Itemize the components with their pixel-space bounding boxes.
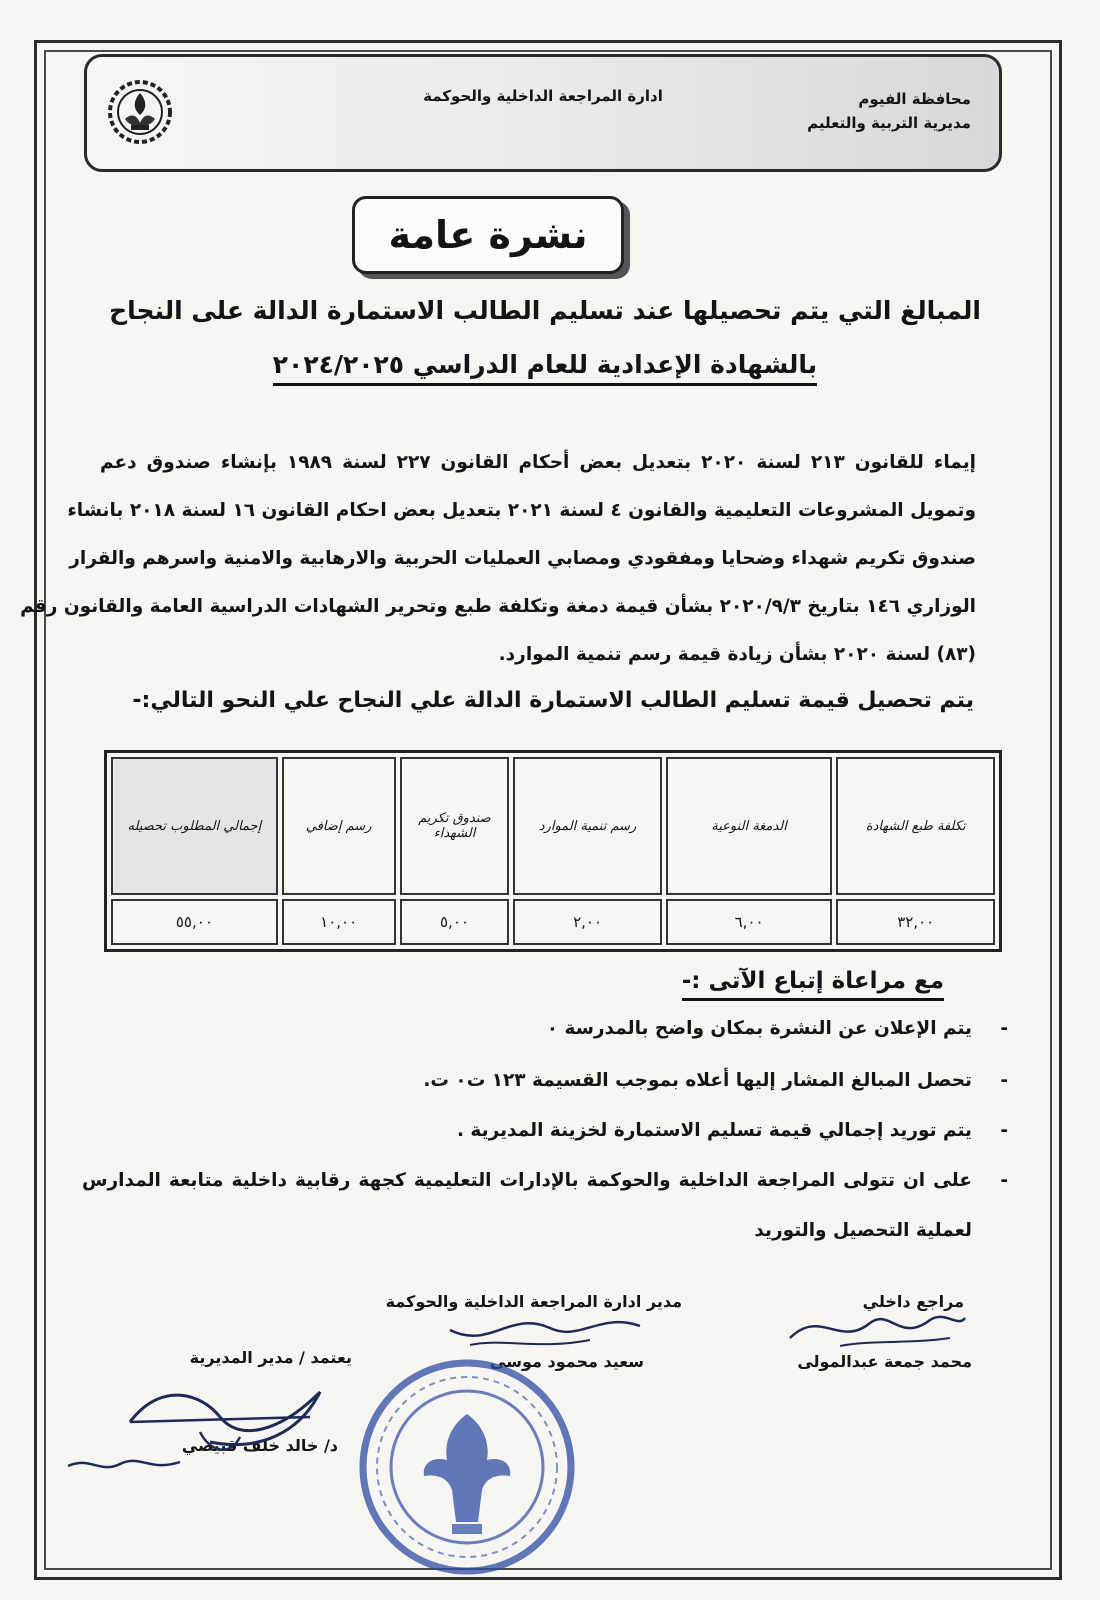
note-bullet: - [1000, 1070, 1008, 1091]
directorate-name: مديرية التربية والتعليم [807, 114, 971, 132]
fees-value-cell: ٢,٠٠ [513, 899, 661, 945]
fees-header-cell: رسم إضافي [282, 757, 396, 895]
notes-title: مع مراعاة إتباع الآتى :- [682, 968, 944, 1001]
fees-value-cell-total: ٥٥,٠٠ [111, 899, 278, 945]
department-name: ادارة المراجعة الداخلية والحوكمة [423, 87, 663, 105]
governorate-name: محافظة الفيوم [858, 90, 971, 108]
body-line-1: إيماء للقانون ٢١٣ لسنة ٢٠٢٠ بتعديل بعض أحكام القانون ٢٢٧ لسنة ١٩٨٩ بإنشاء صندوق دعم [100, 452, 976, 473]
fees-header-cell: تكلفة طبع الشهادة [836, 757, 995, 895]
headline-line-2-text: بالشهادة الإعدادية للعام الدراسي ٢٠٢٤/٢٠٢٥ [273, 350, 817, 386]
note-text: يتم الإعلان عن النشرة بمكان واضح بالمدرسة ٠ [546, 1018, 972, 1039]
fees-header-cell: صندوق تكريم الشهداء [400, 757, 510, 895]
auditor-name: محمد جمعة عبدالمولى [797, 1352, 972, 1371]
note-bullet: - [1000, 1018, 1008, 1039]
approver-name: د/ خالد خلف قبيصي [181, 1436, 338, 1455]
approver-signature-scribble [60, 1362, 350, 1482]
auditor-title: مراجع داخلي [862, 1292, 964, 1311]
note-bullet: - [1000, 1120, 1008, 1141]
fees-table-value-row [111, 899, 995, 945]
fees-table-header-row [111, 757, 995, 895]
manager-signature-scribble [440, 1300, 660, 1360]
body-line-3: صندوق تكريم شهداء وضحايا ومفقودي ومصابي العمليات الحربية والارهابية والامنية واسرهم والقرار [69, 548, 976, 569]
letterhead [84, 54, 1002, 172]
fees-header-cell-total: إجمالي المطلوب تحصيله [111, 757, 278, 895]
collection-statement: يتم تحصيل قيمة تسليم الطالب الاستمارة الدالة علي النجاح علي النحو التالي:- [132, 688, 974, 713]
official-stamp-icon [352, 1352, 582, 1582]
manager-name: سعيد محمود موسى [490, 1352, 644, 1371]
note-text: لعملية التحصيل والتوريد [754, 1220, 972, 1241]
fees-value-cell: ١٠,٠٠ [282, 899, 396, 945]
note-bullet: - [1000, 1170, 1008, 1191]
fees-value-cell: ٣٢,٠٠ [836, 899, 995, 945]
note-text: يتم توريد إجمالي قيمة تسليم الاستمارة لخزينة المديرية . [456, 1120, 972, 1141]
manager-title: مدير ادارة المراجعة الداخلية والحوكمة [385, 1292, 682, 1311]
headline-line-1: المبالغ التي يتم تحصيلها عند تسليم الطالب الاستمارة الدالة على النجاح [109, 296, 981, 325]
note-text: تحصل المبالغ المشار إليها أعلاه بموجب القسيمة ١٢٣ ت٠ ت. [423, 1070, 972, 1091]
auditor-signature-scribble [780, 1298, 970, 1358]
body-line-2: وتمويل المشروعات التعليمية والقانون ٤ لسنة ٢٠٢١ بتعديل بعض احكام القانون ١٦ لسنة ٢٠١٨ بانشاء [67, 500, 976, 521]
approver-title: يعتمد / مدير المديرية [189, 1348, 352, 1367]
fees-value-cell: ٦,٠٠ [666, 899, 833, 945]
headline-line-2 [90, 350, 1000, 379]
body-line-5: (٨٣) لسنة ٢٠٢٠ بشأن زيادة قيمة رسم تنمية الموارد. [498, 644, 976, 665]
fees-value-cell: ٥,٠٠ [400, 899, 510, 945]
ministry-logo-icon [107, 79, 173, 145]
document-title: نشرة عامة [352, 196, 624, 274]
note-text: على ان تتولى المراجعة الداخلية والحوكمة بالإدارات التعليمية كجهة رقابية داخلية متابعة المدارس [82, 1170, 972, 1191]
body-line-4: الوزاري ١٤٦ بتاريخ ٢٠٢٠/٩/٣ بشأن قيمة دمغة وتكلفة طبع وتحرير الشهادات الدراسية العامة والقانون رقم [20, 596, 976, 617]
fees-table [104, 750, 1002, 952]
fees-header-cell: رسم تنمية الموارد [513, 757, 661, 895]
fees-header-cell: الدمغة النوعية [666, 757, 833, 895]
